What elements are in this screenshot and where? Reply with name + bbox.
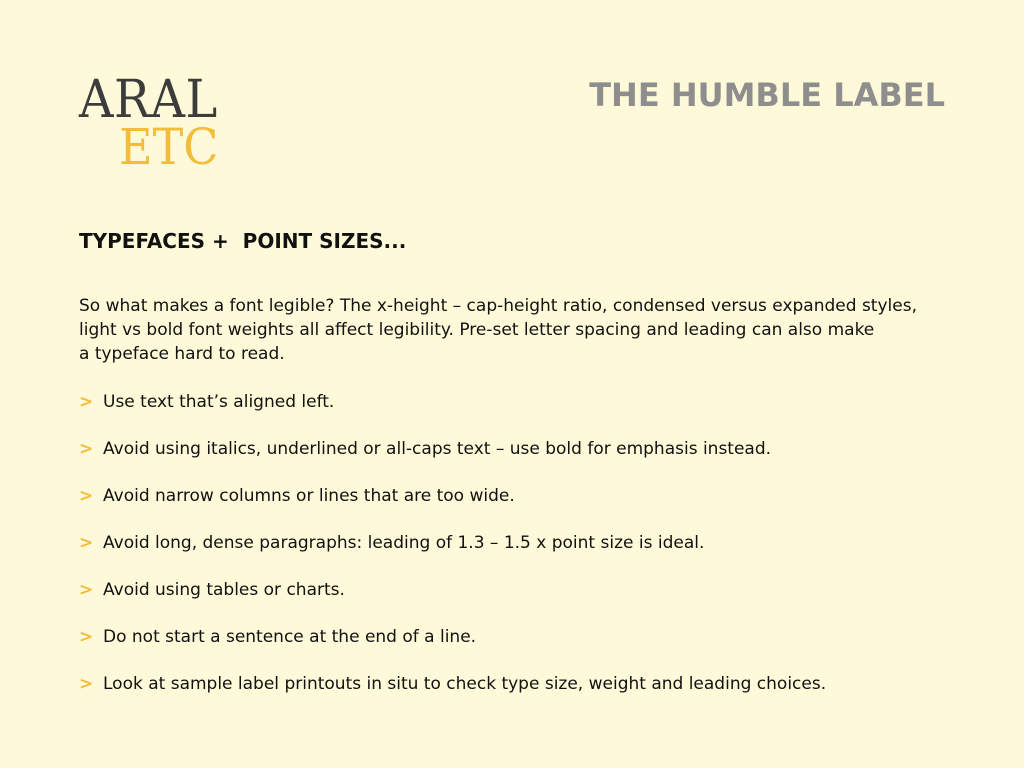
chevron-right-icon: > <box>79 580 94 600</box>
list-item-text: Do not start a sentence at the end of a line. <box>103 627 477 647</box>
list-item <box>79 578 826 625</box>
logo <box>79 70 230 176</box>
intro-line: So what makes a font legible? The x-height – cap-height ratio, condensed versus expanded styles, <box>79 296 917 316</box>
list-item <box>79 437 826 484</box>
logo-text-aral: ARAL <box>79 70 218 130</box>
list-item <box>79 484 826 531</box>
list-item-text: Avoid long, dense paragraphs: leading of 1.3 – 1.5 x point size is ideal. <box>103 533 705 553</box>
list-item <box>79 625 826 672</box>
section-heading: TYPEFACES + POINT SIZES... <box>79 229 407 253</box>
list-item-text: Use text that’s aligned left. <box>103 392 335 412</box>
slide-title: THE HUMBLE LABEL <box>589 76 945 114</box>
intro-line: light vs bold font weights all affect legibility. Pre-set letter spacing and leading can also make <box>79 320 875 340</box>
list-item <box>79 390 826 437</box>
list-item-text: Avoid using tables or charts. <box>103 580 345 600</box>
list-item-text: Avoid narrow columns or lines that are too wide. <box>103 486 515 506</box>
chevron-right-icon: > <box>79 627 94 647</box>
intro-line: a typeface hard to read. <box>79 344 285 364</box>
intro-paragraph <box>79 294 949 366</box>
list-item <box>79 531 826 578</box>
chevron-right-icon: > <box>79 486 94 506</box>
list-item-text: Look at sample label printouts in situ to check type size, weight and leading choices. <box>103 674 827 694</box>
list-item-text: Avoid using italics, underlined or all-caps text – use bold for emphasis instead. <box>103 439 772 459</box>
chevron-right-icon: > <box>79 392 94 412</box>
chevron-right-icon: > <box>79 533 94 553</box>
logo-text-etc: ETC <box>119 118 219 176</box>
guideline-list <box>79 390 826 719</box>
list-item <box>79 672 826 719</box>
chevron-right-icon: > <box>79 674 94 694</box>
chevron-right-icon: > <box>79 439 94 459</box>
